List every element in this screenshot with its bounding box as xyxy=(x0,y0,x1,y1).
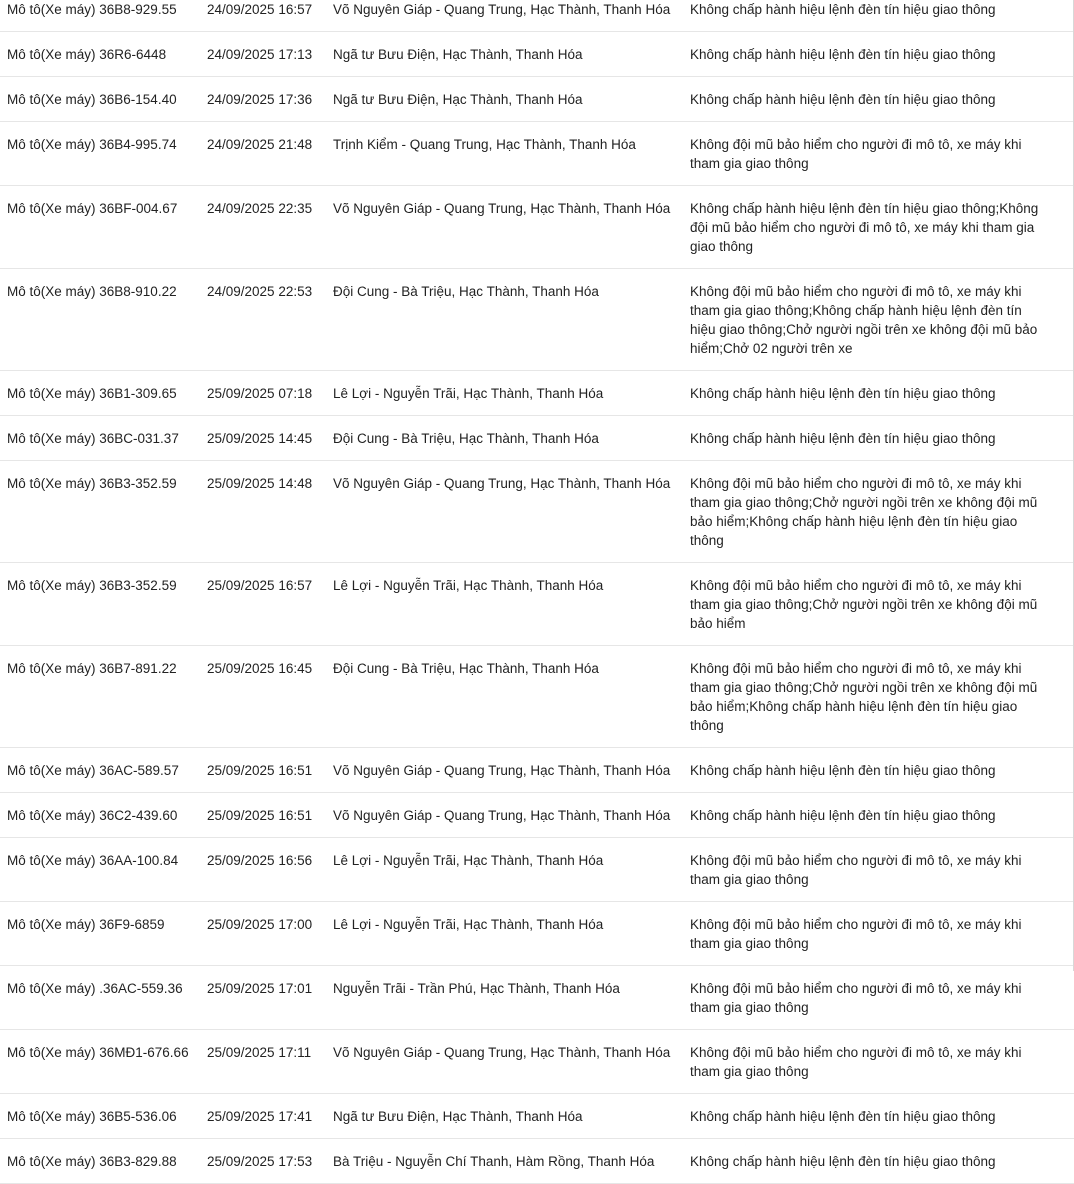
violation-cell: Không chấp hành hiệu lệnh đèn tín hiệu giao thông xyxy=(690,0,1074,32)
time-cell: 25/09/2025 17:41 xyxy=(207,1094,333,1139)
violation-cell: Không chấp hành hiệu lệnh đèn tín hiệu giao thông xyxy=(690,416,1074,461)
time-cell: 24/09/2025 22:35 xyxy=(207,186,333,269)
time-cell: 25/09/2025 16:51 xyxy=(207,793,333,838)
location-cell: Lê Lợi - Nguyễn Trãi, Hạc Thành, Thanh Hóa xyxy=(333,563,690,646)
location-cell: Bà Triệu - Nguyễn Chí Thanh, Hàm Rồng, Thanh Hóa xyxy=(333,1139,690,1184)
table-row xyxy=(0,902,1074,966)
violation-cell: Không đội mũ bảo hiểm cho người đi mô tô, xe máy khi tham gia giao thông;Chở người ngồi trên xe không đội mũ bảo hiểm;Không chấp hành hiệu lệnh đèn tín hiệu giao thông xyxy=(690,461,1074,563)
table-row xyxy=(0,838,1074,902)
vehicle-cell: Mô tô(Xe máy) 36B5-536.06 xyxy=(0,1094,207,1139)
location-cell: Ngã tư Bưu Điện, Hạc Thành, Thanh Hóa xyxy=(333,1094,690,1139)
vehicle-cell: Mô tô(Xe máy) 36B3-829.88 xyxy=(0,1139,207,1184)
time-cell: 24/09/2025 16:57 xyxy=(207,0,333,32)
time-cell: 25/09/2025 16:56 xyxy=(207,838,333,902)
time-cell: 25/09/2025 16:57 xyxy=(207,563,333,646)
violation-cell: Không đội mũ bảo hiểm cho người đi mô tô, xe máy khi tham gia giao thông xyxy=(690,966,1074,1030)
table-row xyxy=(0,122,1074,186)
vehicle-cell: Mô tô(Xe máy) .36AC-559.36 xyxy=(0,966,207,1030)
table-row xyxy=(0,461,1074,563)
table-row xyxy=(0,793,1074,838)
violation-cell: Không đội mũ bảo hiểm cho người đi mô tô, xe máy khi tham gia giao thông;Chở người ngồi trên xe không đội mũ bảo hiểm xyxy=(690,563,1074,646)
location-cell: Võ Nguyên Giáp - Quang Trung, Hạc Thành, Thanh Hóa xyxy=(333,793,690,838)
vehicle-cell: Mô tô(Xe máy) 36B3-352.59 xyxy=(0,461,207,563)
vehicle-cell: Mô tô(Xe máy) 36AA-100.84 xyxy=(0,838,207,902)
table-row xyxy=(0,966,1074,1030)
violation-cell: Không đội mũ bảo hiểm cho người đi mô tô, xe máy khi tham gia giao thông xyxy=(690,838,1074,902)
violation-cell: Không chấp hành hiệu lệnh đèn tín hiệu giao thông;Không đội mũ bảo hiểm cho người đi mô tô, xe máy khi tham gia giao thông xyxy=(690,186,1074,269)
vehicle-cell: Mô tô(Xe máy) 36MĐ1-676.66 xyxy=(0,1030,207,1094)
table-row xyxy=(0,186,1074,269)
vehicle-cell: Mô tô(Xe máy) 36B8-910.22 xyxy=(0,269,207,371)
location-cell: Ngã tư Bưu Điện, Hạc Thành, Thanh Hóa xyxy=(333,77,690,122)
time-cell: 25/09/2025 17:11 xyxy=(207,1030,333,1094)
table-row xyxy=(0,748,1074,793)
location-cell: Lê Lợi - Nguyễn Trãi, Hạc Thành, Thanh Hóa xyxy=(333,838,690,902)
time-cell: 24/09/2025 17:13 xyxy=(207,32,333,77)
table-row xyxy=(0,1094,1074,1139)
vehicle-cell: Mô tô(Xe máy) 36B6-154.40 xyxy=(0,77,207,122)
violation-cell: Không đội mũ bảo hiểm cho người đi mô tô, xe máy khi tham gia giao thông xyxy=(690,122,1074,186)
location-cell: Võ Nguyên Giáp - Quang Trung, Hạc Thành, Thanh Hóa xyxy=(333,1030,690,1094)
location-cell: Nguyễn Trãi - Trần Phú, Hạc Thành, Thanh Hóa xyxy=(333,966,690,1030)
vehicle-cell: Mô tô(Xe máy) 36R6-6448 xyxy=(0,32,207,77)
table-row xyxy=(0,563,1074,646)
vehicle-cell: Mô tô(Xe máy) 36BF-004.67 xyxy=(0,186,207,269)
vehicle-cell: Mô tô(Xe máy) 36B7-891.22 xyxy=(0,646,207,748)
table-row xyxy=(0,416,1074,461)
violation-cell: Không chấp hành hiệu lệnh đèn tín hiệu giao thông xyxy=(690,793,1074,838)
location-cell: Võ Nguyên Giáp - Quang Trung, Hạc Thành, Thanh Hóa xyxy=(333,186,690,269)
location-cell: Trịnh Kiểm - Quang Trung, Hạc Thành, Thanh Hóa xyxy=(333,122,690,186)
table-row xyxy=(0,371,1074,416)
violation-cell: Không chấp hành hiệu lệnh đèn tín hiệu giao thông xyxy=(690,371,1074,416)
time-cell: 25/09/2025 16:45 xyxy=(207,646,333,748)
table-row xyxy=(0,77,1074,122)
location-cell: Đội Cung - Bà Triệu, Hạc Thành, Thanh Hóa xyxy=(333,416,690,461)
vehicle-cell: Mô tô(Xe máy) 36B8-929.55 xyxy=(0,0,207,32)
location-cell: Đội Cung - Bà Triệu, Hạc Thành, Thanh Hóa xyxy=(333,646,690,748)
violation-cell: Không chấp hành hiệu lệnh đèn tín hiệu giao thông xyxy=(690,1094,1074,1139)
time-cell: 25/09/2025 07:18 xyxy=(207,371,333,416)
violation-cell: Không đội mũ bảo hiểm cho người đi mô tô, xe máy khi tham gia giao thông;Chở người ngồi trên xe không đội mũ bảo hiểm;Không chấp hành hiệu lệnh đèn tín hiệu giao thông xyxy=(690,646,1074,748)
table-row xyxy=(0,1030,1074,1094)
vehicle-cell: Mô tô(Xe máy) 36AC-589.57 xyxy=(0,748,207,793)
time-cell: 24/09/2025 17:36 xyxy=(207,77,333,122)
time-cell: 25/09/2025 14:45 xyxy=(207,416,333,461)
vehicle-cell: Mô tô(Xe máy) 36BC-031.37 xyxy=(0,416,207,461)
violation-cell: Không chấp hành hiệu lệnh đèn tín hiệu giao thông xyxy=(690,748,1074,793)
location-cell: Võ Nguyên Giáp - Quang Trung, Hạc Thành, Thanh Hóa xyxy=(333,748,690,793)
vehicle-cell: Mô tô(Xe máy) 36B4-995.74 xyxy=(0,122,207,186)
time-cell: 25/09/2025 14:48 xyxy=(207,461,333,563)
violation-cell: Không chấp hành hiệu lệnh đèn tín hiệu giao thông xyxy=(690,32,1074,77)
vehicle-cell: Mô tô(Xe máy) 36F9-6859 xyxy=(0,902,207,966)
time-cell: 24/09/2025 22:53 xyxy=(207,269,333,371)
table-row xyxy=(0,1139,1074,1184)
table-row xyxy=(0,269,1074,371)
table-row xyxy=(0,646,1074,748)
violation-cell: Không đội mũ bảo hiểm cho người đi mô tô, xe máy khi tham gia giao thông;Không chấp hành hiệu lệnh đèn tín hiệu giao thông;Chở người ngồi trên xe không đội mũ bảo hiểm;Chở 02 người trên xe xyxy=(690,269,1074,371)
time-cell: 25/09/2025 17:00 xyxy=(207,902,333,966)
vehicle-cell: Mô tô(Xe máy) 36B1-309.65 xyxy=(0,371,207,416)
violation-cell: Không đội mũ bảo hiểm cho người đi mô tô, xe máy khi tham gia giao thông xyxy=(690,1030,1074,1094)
time-cell: 24/09/2025 21:48 xyxy=(207,122,333,186)
violation-cell: Không đội mũ bảo hiểm cho người đi mô tô, xe máy khi tham gia giao thông xyxy=(690,902,1074,966)
time-cell: 25/09/2025 16:51 xyxy=(207,748,333,793)
table-row xyxy=(0,0,1074,32)
location-cell: Lê Lợi - Nguyễn Trãi, Hạc Thành, Thanh Hóa xyxy=(333,371,690,416)
table-row xyxy=(0,32,1074,77)
vehicle-cell: Mô tô(Xe máy) 36C2-439.60 xyxy=(0,793,207,838)
location-cell: Lê Lợi - Nguyễn Trãi, Hạc Thành, Thanh Hóa xyxy=(333,902,690,966)
location-cell: Võ Nguyên Giáp - Quang Trung, Hạc Thành, Thanh Hóa xyxy=(333,0,690,32)
violation-cell: Không chấp hành hiệu lệnh đèn tín hiệu giao thông xyxy=(690,1139,1074,1184)
violation-cell: Không chấp hành hiệu lệnh đèn tín hiệu giao thông xyxy=(690,77,1074,122)
location-cell: Đội Cung - Bà Triệu, Hạc Thành, Thanh Hóa xyxy=(333,269,690,371)
time-cell: 25/09/2025 17:01 xyxy=(207,966,333,1030)
location-cell: Võ Nguyên Giáp - Quang Trung, Hạc Thành, Thanh Hóa xyxy=(333,461,690,563)
time-cell: 25/09/2025 17:53 xyxy=(207,1139,333,1184)
location-cell: Ngã tư Bưu Điện, Hạc Thành, Thanh Hóa xyxy=(333,32,690,77)
vehicle-cell: Mô tô(Xe máy) 36B3-352.59 xyxy=(0,563,207,646)
